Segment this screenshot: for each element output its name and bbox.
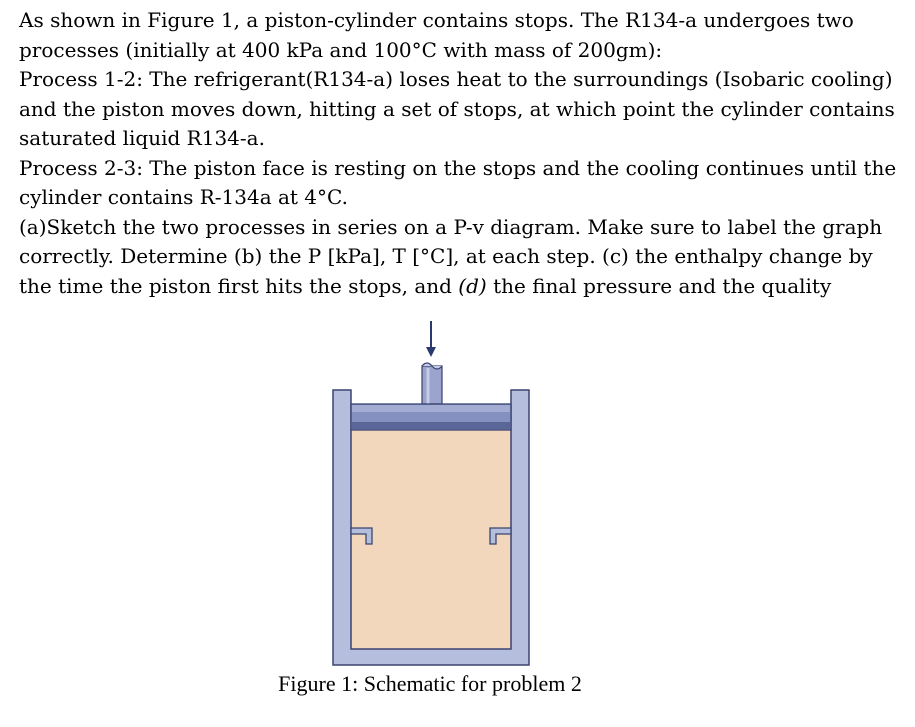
refrigerant-fluid bbox=[351, 430, 511, 649]
figure-caption: Figure 1: Schematic for problem 2 bbox=[278, 671, 582, 696]
questions-a-b-c: (a)Sketch the two processes in series on a P-v diagram. Make sure to label the graph correctly. Determine (b) the P [kPa], T [°C], at each step. (c) the enthalpy change by the time the piston first hits the stops, and bbox=[19, 214, 883, 298]
piston-cylinder-figure bbox=[328, 318, 533, 668]
questions-text bbox=[19, 213, 899, 302]
question-d-rest: the final pressure and the quality bbox=[486, 273, 832, 298]
process-2-3-text: Process 2-3: The piston face is resting on the stops and the cooling continues until the cylinder contains R-134a at 4°C. bbox=[19, 155, 897, 209]
question-d-letter: (d) bbox=[458, 273, 487, 298]
piston-rod bbox=[422, 363, 442, 404]
problem-intro: As shown in Figure 1, a piston-cylinder contains stops. The R134-a undergoes two processes (initially at 400 kPa and 100°C with mass of 200gm): bbox=[19, 8, 854, 62]
force-arrow-icon bbox=[426, 321, 436, 357]
piston bbox=[351, 404, 511, 430]
process-1-2-text: Process 1-2: The refrigerant(R134-a) loses heat to the surroundings (Isobaric cooling) and the piston moves down, hitting a set of stops, at which point the cylinder contains saturated liquid R134-a. bbox=[19, 67, 895, 150]
problem-statement bbox=[19, 6, 899, 301]
